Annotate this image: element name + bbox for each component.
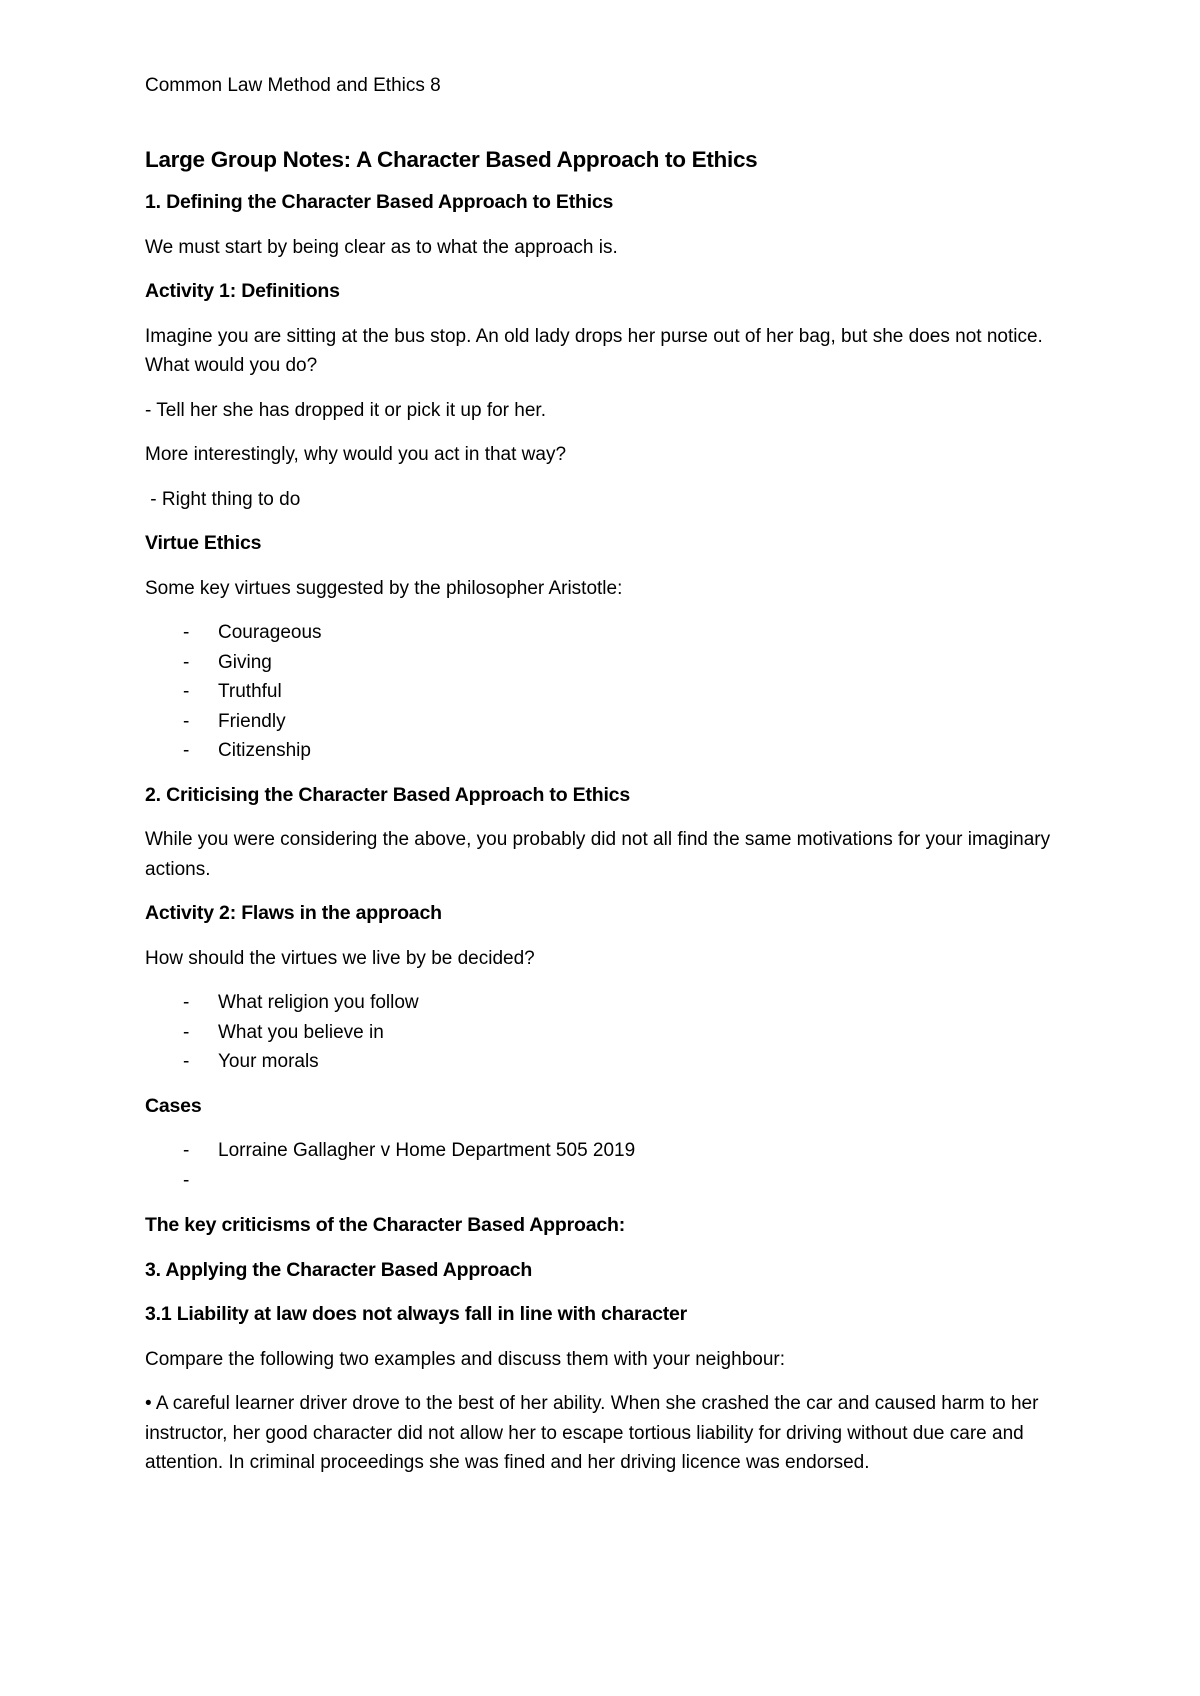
list-item xyxy=(145,1047,1065,1077)
activity-1-question-2: More interestingly, why would you act in that way? xyxy=(145,444,567,465)
virtue-ethics-intro: Some key virtues suggested by the philosopher Aristotle: xyxy=(145,577,623,599)
section-1-heading: 1. Defining the Character Based Approach to Ethics xyxy=(145,191,614,213)
list-dash: - xyxy=(183,681,190,702)
list-item xyxy=(145,736,1065,766)
list-item-text: Courageous xyxy=(218,622,322,643)
section-3-heading: 3. Applying the Character Based Approach xyxy=(145,1258,533,1281)
list-dash: - xyxy=(183,1140,190,1161)
list-dash: - xyxy=(183,1169,190,1191)
list-dash: - xyxy=(183,1051,190,1072)
list-item-text: What you believe in xyxy=(218,1021,384,1043)
section-1-intro: We must start by being clear as to what the approach is. xyxy=(145,236,618,258)
list-item xyxy=(145,1018,1065,1048)
activity-1-heading: Activity 1: Definitions xyxy=(145,280,340,302)
activity-2-answers-list xyxy=(145,988,1065,1077)
activity-2-heading: Activity 2: Flaws in the approach xyxy=(145,902,442,924)
list-item-text: Lorraine Gallagher v Home Department 505 2019 xyxy=(218,1140,636,1161)
list-dash: - xyxy=(183,622,190,643)
virtues-list xyxy=(145,618,1065,766)
virtue-ethics-heading: Virtue Ethics xyxy=(145,532,262,554)
list-dash: - xyxy=(183,1021,190,1043)
list-item-text: What religion you follow xyxy=(218,992,419,1013)
list-item xyxy=(145,1166,1065,1196)
list-item-text: Your morals xyxy=(218,1051,319,1072)
cases-list xyxy=(145,1136,1065,1195)
example-1-paragraph: • A careful learner driver drove to the best of her ability. When she crashed the car and caused harm to her instructor, her good character did not allow her to escape tortious liability for driving without due care and attention. In criminal proceedings she was fined and her driving licence was endorsed. xyxy=(145,1393,1039,1473)
section-3-1-heading: 3.1 Liability at law does not always fall in line with character xyxy=(145,1303,688,1325)
list-item xyxy=(145,707,1065,737)
list-item-text: Truthful xyxy=(218,681,282,702)
document-title: Large Group Notes: A Character Based Approach to Ethics xyxy=(145,147,758,172)
activity-1-scenario: Imagine you are sitting at the bus stop. An old lady drops her purse out of her bag, but she does not notice. What would you do? xyxy=(145,325,1043,376)
list-item xyxy=(145,618,1065,648)
section-2-heading: 2. Criticising the Character Based Approach to Ethics xyxy=(145,783,630,806)
section-3-intro: Compare the following two examples and discuss them with your neighbour: xyxy=(145,1348,785,1370)
list-dash: - xyxy=(183,710,190,732)
list-dash: - xyxy=(183,651,190,673)
section-2-intro: While you were considering the above, you probably did not all find the same motivations for your imaginary actions. xyxy=(145,829,1051,880)
list-dash: - xyxy=(183,740,190,761)
activity-1-answer-2: - Right thing to do xyxy=(145,488,301,510)
list-item-text: Citizenship xyxy=(218,740,311,761)
activity-1-answer-1: - Tell her she has dropped it or pick it up for her. xyxy=(145,399,546,421)
activity-2-question: How should the virtues we live by be decided? xyxy=(145,947,535,969)
list-dash: - xyxy=(183,992,190,1013)
list-item xyxy=(145,988,1065,1018)
document-body xyxy=(145,145,1065,1493)
running-header: Common Law Method and Ethics 8 xyxy=(145,75,441,96)
list-item xyxy=(145,648,1065,678)
list-item-text: Friendly xyxy=(218,710,286,732)
list-item-text: Giving xyxy=(218,651,272,673)
list-item xyxy=(145,677,1065,707)
cases-heading: Cases xyxy=(145,1094,202,1117)
list-item xyxy=(145,1136,1065,1166)
key-criticisms-heading: The key criticisms of the Character Based Approach: xyxy=(145,1214,625,1236)
